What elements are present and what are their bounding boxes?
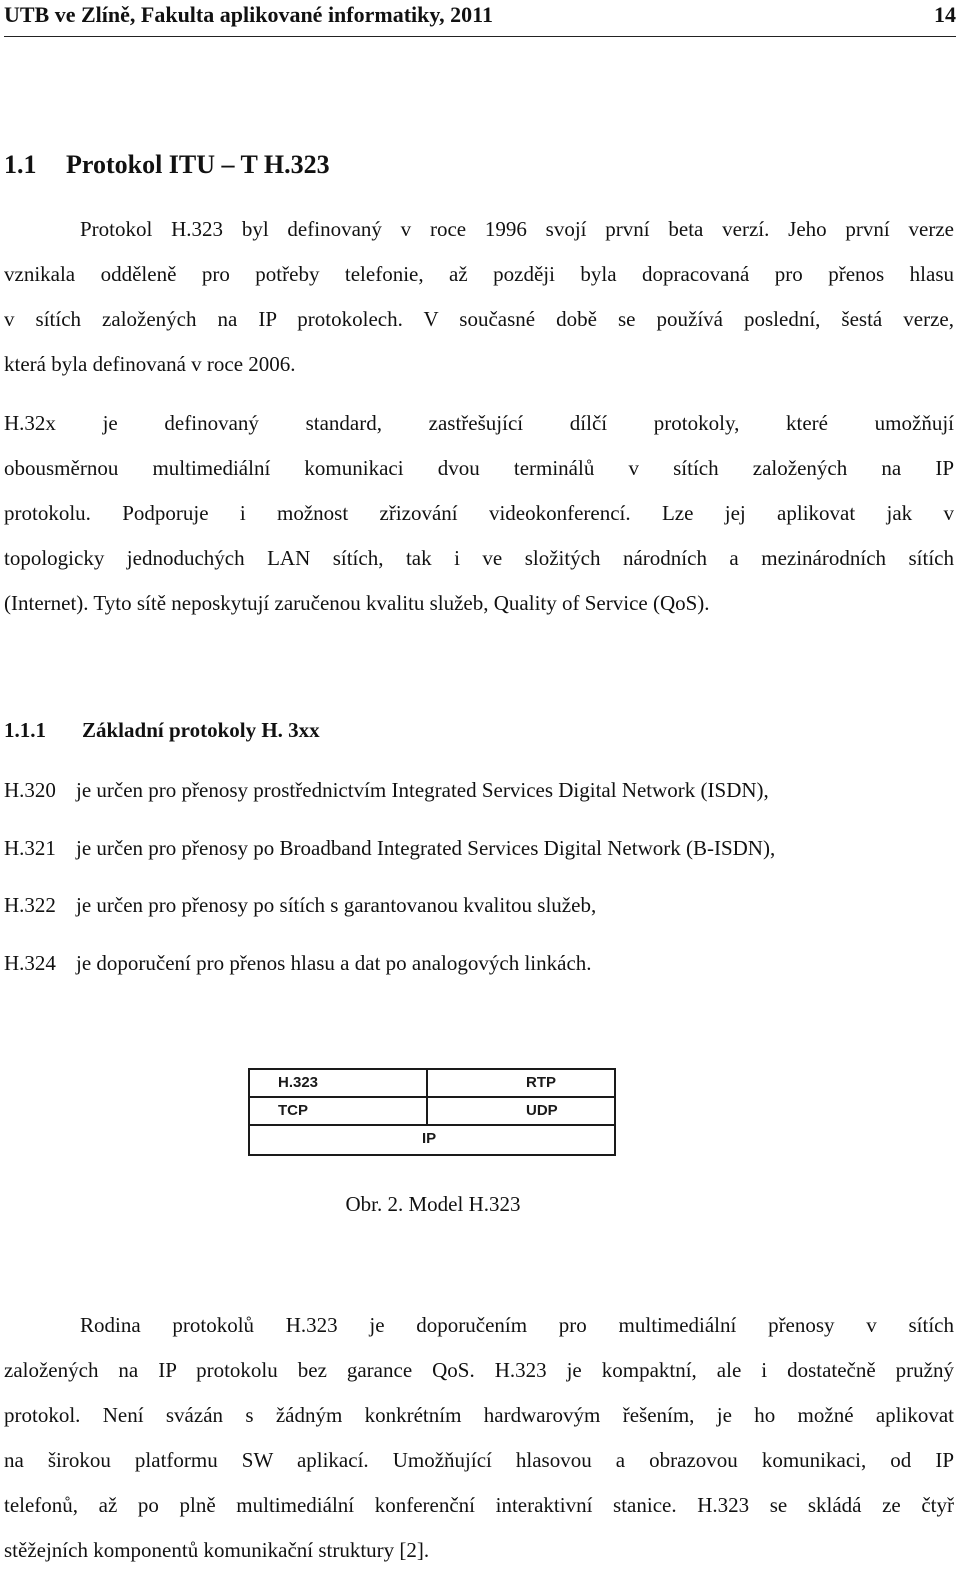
section-heading (4, 150, 330, 180)
paragraph-line: obousměrnou multimediální komunikaci dvou terminálů v sítích založených na IP (4, 456, 954, 480)
paragraph-line: na širokou platformu SW aplikací. Umožňující hlasovou a obrazovou komunikaci, od IP (4, 1448, 954, 1472)
protocol-code: H.324 (4, 950, 56, 975)
h323-model-diagram (248, 1068, 616, 1156)
protocol-code: H.321 (4, 835, 56, 860)
protocol-item (4, 828, 775, 886)
paragraph-family (4, 1303, 954, 1573)
paragraph-line: Rodina protokolů H.323 je doporučením pro multimediální přenosy v sítích (80, 1313, 954, 1337)
protocol-item (4, 885, 775, 943)
protocol-item (4, 770, 775, 828)
subsection-number: 1.1.1 (4, 718, 46, 742)
paragraph-line: H.32x je definovaný standard, zastřešující dílčí protokoly, které umožňují (4, 411, 954, 435)
paragraph-line: protokolu. Podporuje i možnost zřizování videokonferencí. Lze jej aplikovat jak v (4, 501, 954, 525)
paragraph-line: (Internet). Tyto sítě neposkytují zaručenou kvalitu služeb, Quality of Service (QoS). (4, 591, 710, 615)
section-number: 1.1 (4, 150, 37, 179)
header-title: UTB ve Zlíně, Fakulta aplikované informatiky, 2011 (4, 2, 493, 27)
paragraph-line: založených na IP protokolu bez garance QoS. H.323 je kompaktní, ale i dostatečně pružný (4, 1358, 954, 1382)
diagram-cell-ip: IP (422, 1130, 437, 1147)
paragraph-line: telefonů, až po plně multimediální konferenční interaktivní stanice. H.323 se skládá ze čtyř (4, 1493, 954, 1517)
diagram-cell-tcp: TCP (250, 1098, 428, 1126)
protocol-code: H.322 (4, 893, 56, 917)
page-header (4, 0, 956, 37)
paragraph-line: která byla definovaná v roce 2006. (4, 352, 296, 376)
paragraph-line: protokol. Není svázán s žádným konkrétním hardwarovým řešením, je ho možné aplikovat (4, 1403, 954, 1427)
figure-caption: Obr. 2. Model H.323 (345, 1192, 521, 1216)
subsection-heading (4, 718, 320, 743)
protocol-item (4, 943, 775, 1001)
protocol-code: H.320 (4, 778, 56, 802)
protocol-desc: je určen pro přenosy po Broadband Integrated Services Digital Network (B-ISDN), (76, 835, 776, 860)
paragraph-intro (4, 207, 954, 387)
paragraph-h32x (4, 401, 954, 626)
protocol-list (4, 770, 775, 1000)
diagram-cell-udp: UDP (428, 1098, 614, 1126)
diagram-cell-h323: H.323 (250, 1070, 428, 1098)
paragraph-line: v sítích založených na IP protokolech. V současné době se používá poslední, šestá verze, (4, 307, 954, 331)
subsection-title: Základní protokoly H. 3xx (82, 718, 320, 742)
protocol-desc: je určen pro přenosy po sítích s garantovanou kvalitou služeb, (76, 893, 597, 917)
paragraph-line: stěžejních komponentů komunikační struktury [2]. (4, 1538, 430, 1562)
paragraph-line: Protokol H.323 byl definovaný v roce 1996 svojí první beta verzí. Jeho první verze (80, 217, 954, 241)
protocol-desc: je doporučení pro přenos hlasu a dat po analogových linkách. (76, 950, 592, 975)
page-number: 14 (934, 2, 956, 27)
section-title: Protokol ITU – T H.323 (66, 150, 330, 179)
paragraph-line: vznikala odděleně pro potřeby telefonie, až později byla dopracovaná pro přenos hlasu (4, 262, 954, 286)
diagram-cell-rtp: RTP (428, 1070, 614, 1098)
paragraph-line: topologicky jednoduchých LAN sítích, tak i ve složitých národních a mezinárodních sítích (4, 546, 954, 570)
protocol-desc: je určen pro přenosy prostřednictvím Integrated Services Digital Network (ISDN), (76, 778, 769, 802)
